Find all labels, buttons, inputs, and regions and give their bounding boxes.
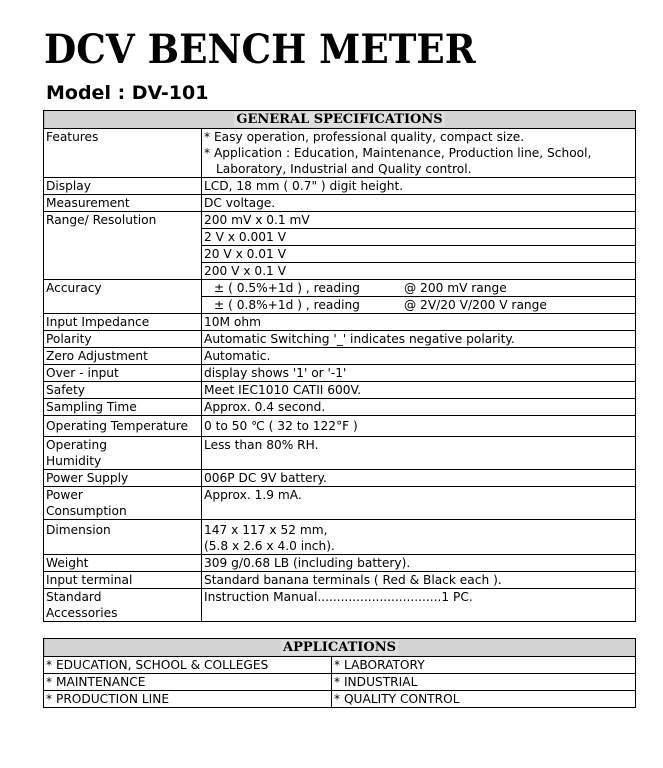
spec-label: Measurement [44,195,202,212]
spec-label: Safety [44,382,202,399]
spec-row-operating-temperature [44,416,636,437]
spec-value: Automatic. [202,348,636,365]
spec-row-zero-adjustment [44,348,636,365]
spec-value: Instruction Manual................................1 PC. [202,589,636,622]
spec-row-weight [44,555,636,572]
spec-row-measurement [44,195,636,212]
spec-row-accuracy [44,280,636,297]
application-item: * LABORATORY [332,657,636,674]
spec-label: Over - input [44,365,202,382]
spec-value: Automatic Switching '_' indicates negative polarity. [202,331,636,348]
spec-value: 0 to 50 ℃ ( 32 to 122°F ) [202,416,636,437]
spec-label: Power Supply [44,470,202,487]
spec-value: ± ( 0.5%+1d ) , reading @ 200 mV range [202,280,636,297]
spec-value: 200 mV x 0.1 mV [202,212,636,229]
spec-label: Range/ Resolution [44,212,202,280]
application-item: * MAINTENANCE [44,674,332,691]
spec-value: Standard banana terminals ( Red & Black each ). [202,572,636,589]
spec-value: Meet IEC1010 CATII 600V. [202,382,636,399]
applications-header: APPLICATIONS [44,639,636,657]
spec-label: Features [44,129,202,178]
application-item: * EDUCATION, SCHOOL & COLLEGES [44,657,332,674]
spec-row-dimension [44,520,636,555]
document-title: DCV BENCH METER [44,26,476,73]
spec-label: Weight [44,555,202,572]
spec-value: LCD, 18 mm ( 0.7" ) digit height. [202,178,636,195]
applications-row [44,657,636,674]
spec-value: 147 x 117 x 52 mm, (5.8 x 2.6 x 4.0 inch). [202,520,636,555]
general-specifications-header: GENERAL SPECIFICATIONS [44,111,636,129]
application-item: * QUALITY CONTROL [332,691,636,708]
applications-table [43,638,636,708]
spec-row-polarity [44,331,636,348]
spec-row-over-input [44,365,636,382]
application-item: * INDUSTRIAL [332,674,636,691]
spec-row-sampling-time [44,399,636,416]
spec-row-operating-humidity [44,437,636,470]
spec-row-power-supply [44,470,636,487]
spec-row-input-terminal [44,572,636,589]
spec-row-features [44,129,636,178]
spec-row-power-consumption [44,487,636,520]
spec-value: Approx. 1.9 mA. [202,487,636,520]
spec-value: ± ( 0.8%+1d ) , reading @ 2V/20 V/200 V range [202,297,636,314]
spec-label: Input terminal [44,572,202,589]
spec-value: 200 V x 0.1 V [202,263,636,280]
spec-value: 20 V x 0.01 V [202,246,636,263]
applications-row [44,674,636,691]
spec-value: Approx. 0.4 second. [202,399,636,416]
spec-value: 2 V x 0.001 V [202,229,636,246]
spec-row-impedance [44,314,636,331]
spec-value: display shows '1' or '-1' [202,365,636,382]
spec-label: Operating Temperature [44,416,202,437]
applications-row [44,691,636,708]
model-number: Model : DV-101 [46,82,209,104]
spec-value: DC voltage. [202,195,636,212]
spec-label: Display [44,178,202,195]
spec-value: 10M ohm [202,314,636,331]
spec-row-safety [44,382,636,399]
spec-label: Zero Adjustment [44,348,202,365]
spec-value: 309 g/0.68 LB (including battery). [202,555,636,572]
spec-label: Polarity [44,331,202,348]
spec-label: Accuracy [44,280,202,314]
spec-value: Less than 80% RH. [202,437,636,470]
spec-label: Operating Humidity [44,437,202,470]
spec-row-standard-accessories [44,589,636,622]
spec-value: * Easy operation, professional quality, compact size. * Application : Education, Maintenance, Production line, School, Laboratory, Industrial and Quality control. [202,129,636,178]
application-item: * PRODUCTION LINE [44,691,332,708]
spec-label: Power Consumption [44,487,202,520]
spec-row-display [44,178,636,195]
spec-label: Input Impedance [44,314,202,331]
spec-label: Dimension [44,520,202,555]
spec-value: 006P DC 9V battery. [202,470,636,487]
spec-label: Sampling Time [44,399,202,416]
spec-row-range [44,212,636,229]
general-specifications-table [43,110,636,622]
spec-label: Standard Accessories [44,589,202,622]
